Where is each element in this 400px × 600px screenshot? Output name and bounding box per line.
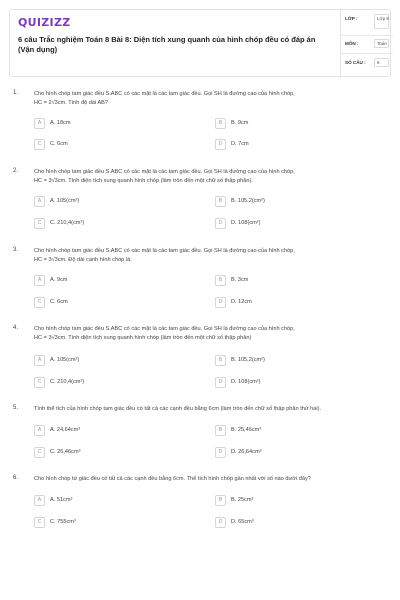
option-text: C. 6cm xyxy=(50,299,68,305)
question-number: 1. xyxy=(13,90,19,96)
option-text: D. 108(cm²) xyxy=(231,379,261,385)
option-letter-badge: D xyxy=(215,517,226,528)
answer-option-d[interactable] xyxy=(215,297,365,308)
option-letter-badge: A xyxy=(34,196,45,207)
question-stem: Cho hình chóp tam giác đều S.ABC có các mặt là các tam giác đều. Gọi SH là đường cao của hình chóp, xyxy=(34,326,295,332)
answer-option-c[interactable] xyxy=(34,297,184,308)
option-text: C. 755cm³ xyxy=(50,519,76,525)
answer-option-c[interactable] xyxy=(34,447,184,458)
option-text: D. 108(cm²) xyxy=(231,220,261,226)
option-letter-badge: B xyxy=(215,275,226,286)
option-letter-badge: B xyxy=(215,196,226,207)
question-stem: Cho hình chóp tứ giác đều có tất cả các cạnh đều bằng 6cm. Thể tích hình chóp gần nhất với số nào dưới đây? xyxy=(34,476,311,482)
option-text: C. 26,46cm³ xyxy=(50,449,81,455)
question-formula: HC = 3√3cm. Độ dài cạnh hình chóp là: xyxy=(34,256,132,263)
answer-option-a[interactable] xyxy=(34,196,184,207)
answer-option-b[interactable] xyxy=(215,196,365,207)
meta-class-value: Lớp 8 xyxy=(377,16,389,21)
option-text: D. 7cm xyxy=(231,141,249,147)
option-letter-badge: A xyxy=(34,275,45,286)
option-letter-badge: D xyxy=(215,447,226,458)
option-letter-badge: A xyxy=(34,355,45,366)
question-stem: Cho hình chóp tam giác đều S.ABC có các mặt là các tam giác đều. Gọi SH là đường cao của hình chóp, xyxy=(34,248,295,254)
answer-option-b[interactable] xyxy=(215,118,365,129)
option-letter-badge: A xyxy=(34,425,45,436)
answer-option-c[interactable] xyxy=(34,517,184,528)
option-text: B. 3cm xyxy=(231,277,249,283)
question-text xyxy=(34,325,384,342)
question-stem: Cho hình chóp tam giác đều S.ABC có các mặt là các tam giác đều. Gọi SH là đường cao của hình chóp, xyxy=(34,169,295,175)
option-letter-badge: C xyxy=(34,139,45,150)
option-letter-badge: B xyxy=(215,425,226,436)
question-formula: HC = 2√3cm. Tính độ dài AB? xyxy=(34,99,109,106)
answer-option-d[interactable] xyxy=(215,447,365,458)
answer-option-b[interactable] xyxy=(215,355,365,366)
question-formula: HC = 3√3cm. Tính diện tích xung quanh hình chóp (làm tròn đến một chữ số thập phân). xyxy=(34,177,253,184)
option-letter-badge: C xyxy=(34,218,45,229)
question-text xyxy=(34,90,384,107)
question-formula: HC = 3√3cm. Tính diện tích xung quanh hình chóp (làm tròn đến một chữ số thập phân) xyxy=(34,334,252,341)
answer-option-b[interactable] xyxy=(215,495,365,506)
option-letter-badge: C xyxy=(34,447,45,458)
option-letter-badge: B xyxy=(215,495,226,506)
option-text: B. 25cm³ xyxy=(231,497,254,503)
option-letter-badge: C xyxy=(34,517,45,528)
option-text: C. 6cm xyxy=(50,141,68,147)
option-letter-badge: B xyxy=(215,355,226,366)
meta-subject-label: MÔN : xyxy=(345,41,359,46)
answer-option-a[interactable] xyxy=(34,495,184,506)
question-text xyxy=(34,475,384,484)
question-stem: Cho hình chóp tam giác đều S.ABC có các mặt là các tam giác đều. Gọi SH là đường cao của hình chóp, xyxy=(34,91,295,97)
option-letter-badge: C xyxy=(34,377,45,388)
answer-option-a[interactable] xyxy=(34,425,184,436)
meta-count-label: SỐ CÂU : xyxy=(345,60,366,65)
meta-divider xyxy=(341,35,393,36)
option-text: B. 105,2(cm²) xyxy=(231,357,265,363)
option-letter-badge: A xyxy=(34,495,45,506)
answer-option-d[interactable] xyxy=(215,218,365,229)
option-text: A. 24,64cm³ xyxy=(50,427,81,433)
question-text xyxy=(34,168,384,185)
answer-option-c[interactable] xyxy=(34,139,184,150)
option-letter-badge: C xyxy=(34,297,45,308)
answer-option-d[interactable] xyxy=(215,517,365,528)
option-text: A. 105(cm²) xyxy=(50,357,80,363)
question-number: 6. xyxy=(13,475,19,481)
option-text: D. 12cm xyxy=(231,299,252,305)
answer-option-c[interactable] xyxy=(34,218,184,229)
option-letter-badge: D xyxy=(215,377,226,388)
question-number: 3. xyxy=(13,247,19,253)
worksheet-header xyxy=(9,9,391,77)
meta-divider xyxy=(341,53,393,54)
answer-option-c[interactable] xyxy=(34,377,184,388)
meta-subject-value: Toán xyxy=(377,41,387,46)
question-number: 4. xyxy=(13,325,19,331)
question-text xyxy=(34,405,384,414)
option-text: B. 25,46cm³ xyxy=(231,427,262,433)
answer-option-d[interactable] xyxy=(215,139,365,150)
option-letter-badge: D xyxy=(215,139,226,150)
answer-option-a[interactable] xyxy=(34,275,184,286)
question-number: 2. xyxy=(13,168,19,174)
question-text xyxy=(34,247,384,264)
question-number: 5. xyxy=(13,405,19,411)
answer-option-b[interactable] xyxy=(215,425,365,436)
option-text: D. 26,64cm³ xyxy=(231,449,262,455)
option-text: A. 18cm xyxy=(50,120,71,126)
worksheet-meta-panel xyxy=(340,10,392,78)
quizizz-logo[interactable]: QUIZIZZ xyxy=(18,16,71,29)
option-text: B. 105,2(cm²) xyxy=(231,198,265,204)
question-stem: Tính thể tích của hình chóp tam giác đều có tất cả các cạnh đều bằng 6cm (làm tròn đến chữ số thập phân thứ hai). xyxy=(34,406,322,412)
answer-option-a[interactable] xyxy=(34,355,184,366)
answer-option-a[interactable] xyxy=(34,118,184,129)
option-letter-badge: A xyxy=(34,118,45,129)
answer-option-d[interactable] xyxy=(215,377,365,388)
option-letter-badge: D xyxy=(215,297,226,308)
option-letter-badge: B xyxy=(215,118,226,129)
option-text: A. 105(cm²) xyxy=(50,198,80,204)
meta-count-value: 6 xyxy=(377,60,380,65)
option-letter-badge: D xyxy=(215,218,226,229)
option-text: A. 9cm xyxy=(50,277,68,283)
answer-option-b[interactable] xyxy=(215,275,365,286)
option-text: D. 65cm³ xyxy=(231,519,254,525)
option-text: A. 51cm³ xyxy=(50,497,73,503)
worksheet-title: 6 câu Trắc nghiệm Toán 8 Bài 8: Diện tích xung quanh của hình chóp đều có đáp án (Vận dụng) xyxy=(18,35,316,54)
meta-class-label: LỚP : xyxy=(345,16,358,21)
option-text: B. 9cm xyxy=(231,120,249,126)
option-text: C. 210,4(cm²) xyxy=(50,379,85,385)
option-text: C. 210,4(cm²) xyxy=(50,220,85,226)
